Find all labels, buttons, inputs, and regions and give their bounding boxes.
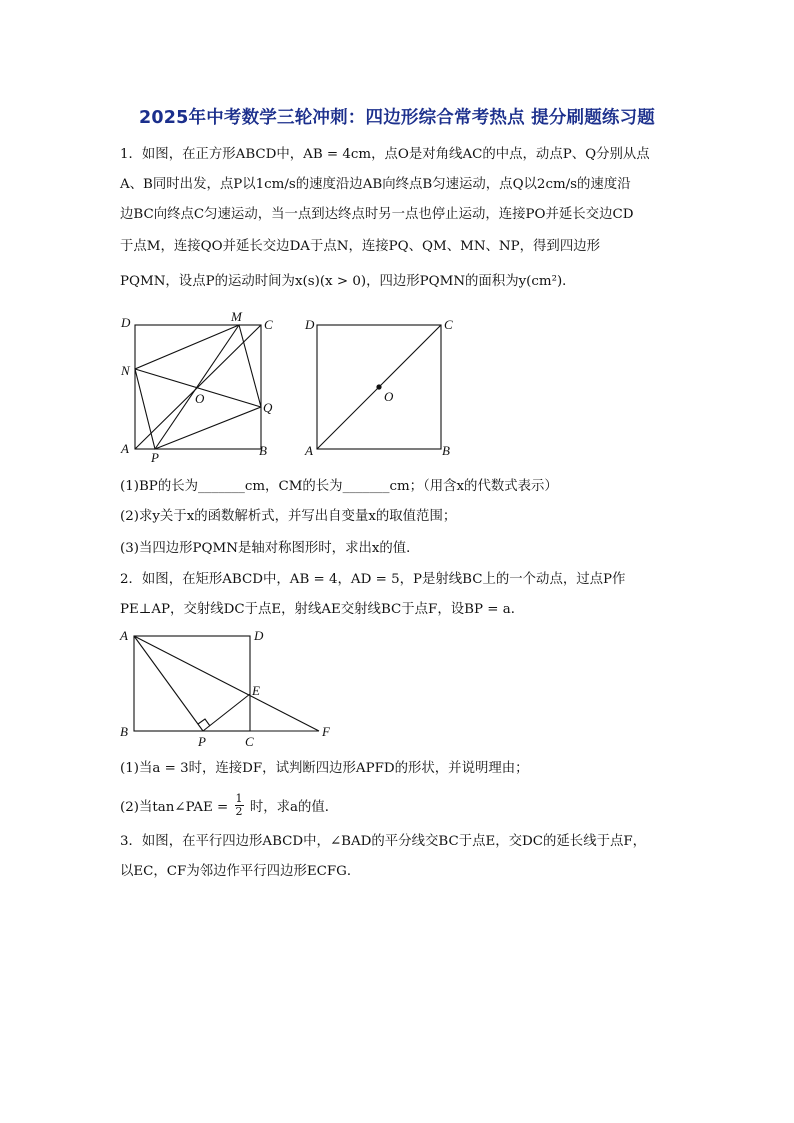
problem-1-line-4: 于点M，连接QO并延长交边DA于点N，连接PQ、QM、MN、NP，得到四边形	[120, 239, 600, 254]
label-f: F	[322, 724, 330, 739]
problem-1-line-5: PQMN，设点P的运动时间为x(s)(x > 0)，四边形PQMN的面积为y(cm²)．	[120, 274, 576, 289]
problem-1-question-3: (3)当四边形PQMN是轴对称图形时，求出x的值．	[120, 541, 420, 556]
problem-2-line-1: 2．如图，在矩形ABCD中，AB = 4，AD = 5，P是射线BC上的一个动点，过点P作	[120, 572, 626, 587]
label-c: C	[264, 317, 273, 332]
problem-3-line-1: 3．如图，在平行四边形ABCD中，∠BAD的平分线交BC于点E，交DC的延长线于点F，	[120, 834, 647, 849]
label-n: N	[121, 363, 130, 378]
label-o: O	[384, 389, 394, 404]
fraction	[235, 793, 244, 818]
page-title: 2025年中考数学三轮冲刺：四边形综合常考热点 提分刷题练习题	[139, 108, 655, 128]
problem-2-question-2	[120, 792, 339, 820]
problem-1-line-3: 边BC向终点C匀速运动，当一点到达终点时另一点也停止运动，连接PO并延长交边CD	[120, 207, 634, 222]
problem-2-line-2: PE⊥AP，交射线DC于点E，射线AE交射线BC于点F，设BP = a．	[120, 602, 525, 617]
label-b: B	[442, 443, 450, 458]
question-2-suffix: 时，求a的值．	[249, 800, 339, 815]
label-m: M	[231, 309, 242, 324]
point-o	[376, 384, 381, 389]
question-2-prefix: (2)当tan∠PAE =	[120, 800, 229, 815]
label-o: O	[195, 391, 205, 406]
fraction-denominator: 2	[235, 805, 243, 818]
diagonal-ac	[135, 325, 261, 449]
label-e: E	[252, 683, 260, 698]
problem-1-figure-2	[300, 305, 470, 465]
problem-1-line-2: A、B同时出发，点P以1cm/s的速度沿边AB向终点B匀速运动，点Q以2cm/s的速度沿	[120, 177, 631, 192]
label-q: Q	[263, 400, 273, 415]
label-d: D	[254, 628, 264, 643]
label-a: A	[120, 628, 128, 643]
problem-3-line-2: 以EC，CF为邻边作平行四边形ECFG．	[120, 864, 361, 879]
right-angle-mark	[198, 719, 210, 726]
label-c: C	[444, 317, 453, 332]
label-a: A	[121, 441, 129, 456]
label-a: A	[305, 443, 313, 458]
problem-1-figure-1	[115, 305, 285, 465]
problem-1-question-2: (2)求y关于x的函数解析式，并写出自变量x的取值范围；	[120, 509, 457, 524]
label-d: D	[121, 315, 131, 330]
label-p: P	[198, 734, 206, 749]
problem-2-question-1: (1)当a = 3时，连接DF，试判断四边形APFD的形状，并说明理由；	[120, 761, 529, 776]
label-d: D	[305, 317, 315, 332]
segment-pm	[155, 325, 239, 449]
fraction-numerator: 1	[235, 792, 243, 805]
problem-1-question-1: (1)BP的长为_______cm，CM的长为_______cm；（用含x的代数式表示）	[120, 479, 558, 494]
label-c: C	[245, 734, 254, 749]
problem-1-line-1: 1．如图，在正方形ABCD中，AB = 4cm，点O是对角线AC的中点，动点P、Q分别从点	[120, 147, 650, 162]
problem-2-figure	[115, 625, 345, 750]
segment-ap	[134, 636, 203, 731]
label-b: B	[259, 443, 267, 458]
segment-af	[134, 636, 319, 731]
label-b: B	[120, 724, 128, 739]
label-p: P	[151, 450, 159, 465]
